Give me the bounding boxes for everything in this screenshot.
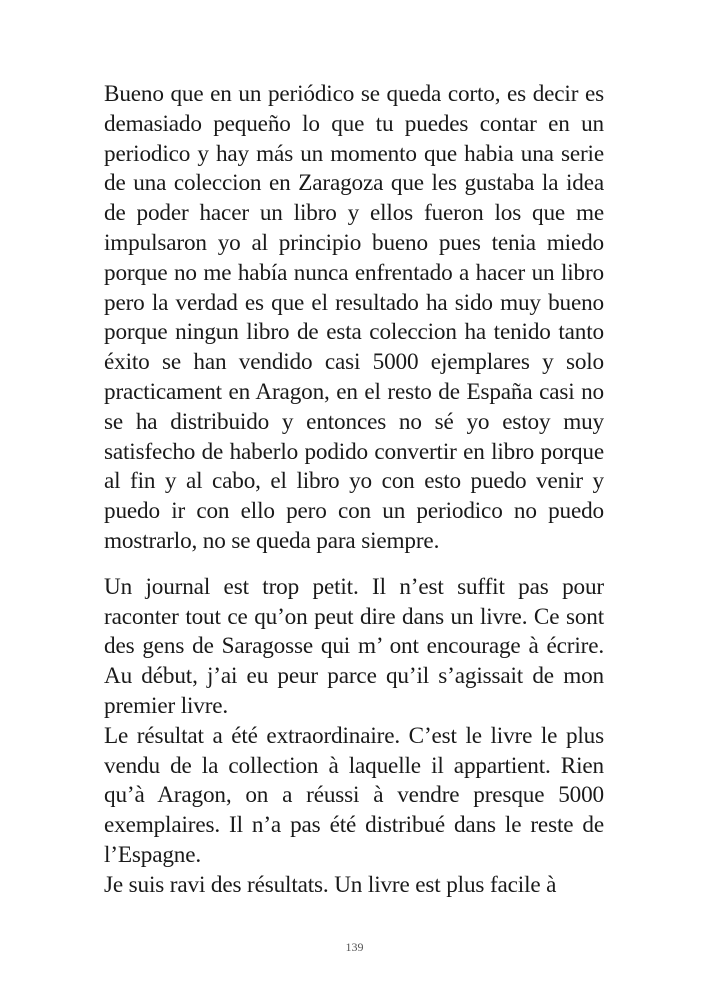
paragraph-french-2: Le résultat a été extraordinaire. C’est le livre le plus vendu de la collection à laquelle il appartient. Rien qu’à Aragon, on a réussi à vendre presque 5000 exemplaires. Il n’a pas été distribué dans le reste de l’Espagne. [104, 722, 604, 868]
paragraph-french-3: Je suis ravi des résultats. Un livre est plus facile à [104, 871, 557, 898]
paragraph-french-1: Un journal est trop petit. Il n’est suffit pas pour raconter tout ce qu’on peut dire dans un livre. Ce sont des gens de Saragosse qui m’ ont encourage à écrire. Au début, j’ai eu peur parce qu’il s’agissait de mon premier livre. [104, 573, 604, 719]
paragraph-spanish: Bueno que en un periódico se queda corto, es decir es demasiado pequeño lo que tu puedes contar en un periodico y hay más un momento que habia una serie de una coleccion en Zaragoza que les gustaba la idea de poder hacer un libro y ellos fueron los que me impulsaron yo al principio bueno pues tenia miedo porque no me había nunca enfrentado a hacer un libro pero la verdad es que el resultado ha sido muy bueno porque ningun libro de esta coleccion ha tenido tanto éxito se han vendido casi 5000 ejemplares y solo practicament en Aragon, en el resto de España casi no se ha distribuido y entonces no sé yo estoy muy satisfecho de haberlo podido convertir en libro porque al fin y al cabo, el libro yo con esto puedo venir y puedo ir con ello pero con un periodico no puedo mostrarlo, no se queda para siempre. [104, 81, 604, 554]
page-number: 139 [345, 940, 364, 954]
page-body [104, 80, 604, 901]
